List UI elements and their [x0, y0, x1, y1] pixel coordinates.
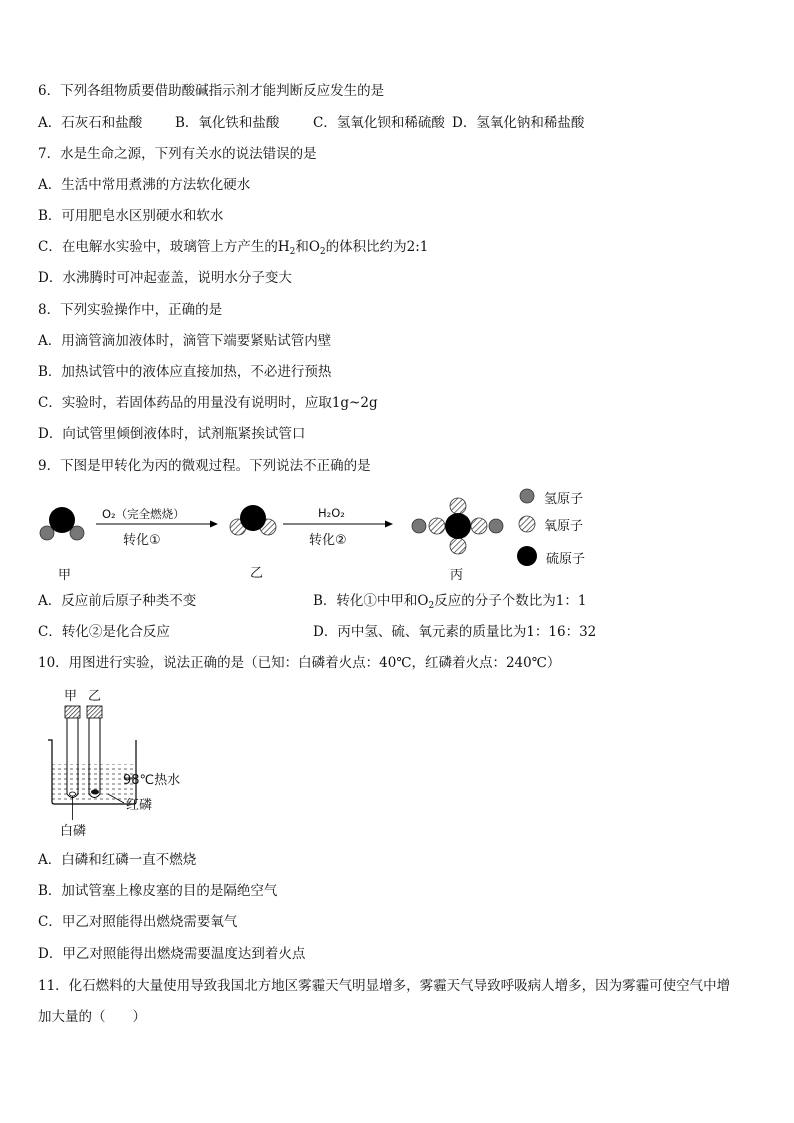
q6-stem: 6．下列各组物质要借助酸碱指示剂才能判断反应发生的是: [38, 83, 385, 99]
q9-option-b: [313, 592, 586, 615]
q10-option-c: C．甲乙对照能得出燃烧需要氧气: [38, 914, 238, 930]
label-jia: 甲: [58, 568, 72, 583]
q6-option-c: C．氢氧化钡和稀硫酸: [313, 115, 445, 131]
q10-beaker-diagram: [40, 682, 240, 842]
legend-hydrogen-symbol: [520, 489, 534, 503]
q8-option-d: D．向试管里倾倒液体时，试剂瓶紧挨试管口: [38, 426, 306, 442]
legend-hydrogen: 氢原子: [544, 492, 584, 507]
q10-option-d: D．甲乙对照能得出燃烧需要温度达到着火点: [38, 946, 306, 962]
q7-option-b: B．可用肥皂水区别硬水和软水: [38, 208, 224, 224]
step2-reagent: H₂O₂: [318, 506, 345, 520]
arrow-2-head: [385, 521, 393, 528]
step1-label: 转化①: [123, 533, 161, 548]
q10-stem: 10．用图进行实验，说法正确的是（已知：白磷着火点：40℃，红磷着火点：240℃）: [38, 655, 561, 671]
arrow-1-head: [210, 521, 218, 528]
q9-option-d: D．丙中氢、硫、氧元素的质量比为1：16：32: [313, 624, 597, 640]
label-yi: 乙: [250, 566, 264, 581]
legend-sulfur: 硫原子: [546, 552, 586, 567]
q10-option-a: A．白磷和红磷一直不燃烧: [38, 852, 197, 868]
molecule-jia: [40, 507, 84, 540]
legend-sulfur-symbol: [517, 546, 537, 566]
q9-option-a: A．反应前后原子种类不变: [38, 593, 197, 609]
label-bing: 丙: [450, 568, 464, 583]
q9-stem: 9．下图是甲转化为丙的微观过程。下列说法不正确的是: [38, 458, 371, 474]
q11-stem-line1: 11．化石燃料的大量使用导致我国北方地区雾霾天气明显增多，雾霾天气导致呼吸病人增多，因为雾霾可使空气中增: [38, 978, 731, 994]
step1-reagent: O₂（完全燃烧）: [102, 507, 185, 521]
q9-b-sub: 2: [428, 601, 435, 611]
q7-stem: 7．水是生命之源，下列有关水的说法错误的是: [38, 146, 317, 162]
legend-symbols: [517, 489, 537, 566]
q8-stem: 8．下列实验操作中，正确的是: [38, 302, 223, 318]
q8-option-b: B．加热试管中的液体应直接加热，不必进行预热: [38, 364, 332, 380]
q7-option-d: D．水沸腾时可冲起壶盖，说明水分子变大: [38, 270, 292, 286]
q9-b-text-2: 反应的分子个数比为1：1: [434, 593, 587, 609]
q7-option-a: A．生活中常用煮沸的方法软化硬水: [38, 177, 251, 193]
white-phosphorus: [70, 792, 76, 796]
q9-option-c: C．转化②是化合反应: [38, 624, 170, 640]
q6-option-a: A．石灰石和盐酸: [38, 115, 143, 131]
q8-option-a: A．用滴管滴加液体时，滴管下端要紧贴试管内壁: [38, 333, 332, 349]
q9-molecule-diagram: [0, 486, 794, 586]
water-label: 98℃热水: [123, 773, 181, 788]
q7-c-sub-1: 2: [289, 247, 296, 257]
q7-option-c: [38, 238, 428, 261]
red-p-label: 红磷: [126, 798, 153, 813]
q8-option-c: C．实验时，若固体药品的用量没有说明时，应取1g~2g: [38, 395, 378, 411]
white-p-label: 白磷: [60, 824, 87, 839]
q7-c-sub-2: 2: [319, 247, 326, 257]
q9-b-text-1: B．转化①中甲和O: [313, 593, 429, 609]
tube-label-jia: 甲: [64, 689, 78, 704]
stopper-jia: [65, 706, 80, 718]
q9-diagram-svg: [0, 486, 794, 586]
q10-diagram-svg: [40, 682, 240, 842]
legend-oxygen: 氧原子: [544, 519, 584, 534]
q7-c-text-1: C．在电解水实验中，玻璃管上方产生的H: [38, 239, 290, 255]
tube-label-yi: 乙: [88, 689, 102, 704]
step2-label: 转化②: [309, 533, 347, 548]
q7-c-text-3: 的体积比约为2:1: [325, 239, 429, 255]
q6-option-b: B．氧化铁和盐酸: [175, 115, 280, 131]
molecule-bing: [412, 498, 503, 554]
molecule-yi: [230, 505, 276, 535]
legend-oxygen-symbol: [519, 516, 535, 532]
q7-c-text-2: 和O: [295, 239, 320, 255]
stopper-yi: [87, 706, 102, 718]
q10-option-b: B．加试管塞上橡皮塞的目的是隔绝空气: [38, 883, 278, 899]
q6-option-d: D．氢氧化钠和稀盐酸: [452, 115, 585, 131]
q11-stem-line2: 加大量的（ ）: [38, 1009, 146, 1025]
red-phosphorus: [91, 790, 99, 795]
